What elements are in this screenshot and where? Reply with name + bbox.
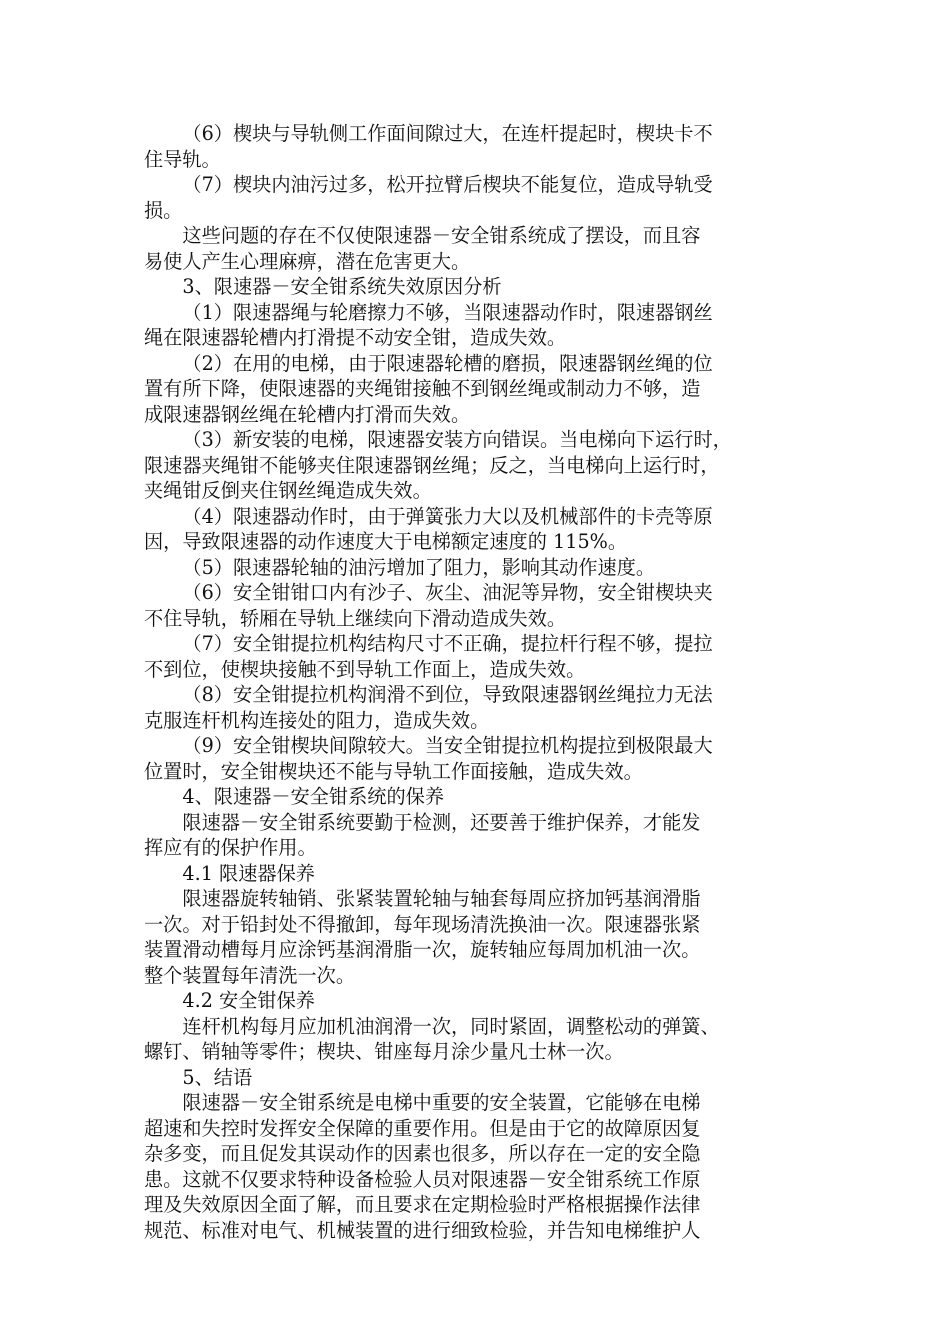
text-line: （9）安全钳楔块间隙较大。当安全钳提拉机构提拉到极限最大 <box>182 734 713 757</box>
paragraph <box>144 988 804 1014</box>
paragraph <box>144 274 804 300</box>
paragraph <box>144 223 804 274</box>
paragraph <box>144 555 804 581</box>
text-line: 连杆机构每月应加机油润滑一次，同时紧固，调整松动的弹簧、 <box>182 1014 720 1038</box>
text-line: （6）楔块与导轨侧工作面间隙过大，在连杆提起时，楔块卡不 <box>182 122 713 145</box>
text-line: 挥应有的保护作用。 <box>144 836 317 859</box>
text-line: 夹绳钳反倒夹住钢丝绳造成失效。 <box>144 479 432 502</box>
paragraph <box>144 682 804 733</box>
text-line: 4.1 限速器保养 <box>182 861 315 885</box>
paragraph <box>144 300 804 351</box>
text-line: 成限速器钢丝绳在轮槽内打滑而失效。 <box>144 402 471 426</box>
text-line: 限速器旋转轴销、张紧装置轮轴与轴套每周应挤加钙基润滑脂 <box>182 887 701 910</box>
text-line: 限速器－安全钳系统要勤于检测，还要善于维护保养，才能发 <box>182 810 701 834</box>
text-line: 4、限速器－安全钳系统的保养 <box>182 785 445 808</box>
text-line: 易使人产生心理麻痹，潜在危害更大。 <box>144 249 471 273</box>
text-line: 规范、标准对电气、机械装置的进行细致检验，并告知电梯维护人 <box>144 1218 701 1242</box>
paragraph <box>144 784 804 810</box>
text-line: 限速器－安全钳系统是电梯中重要的安全装置，它能够在电梯 <box>182 1091 701 1114</box>
text-line: 一次。对于铅封处不得撤卸，每年现场清洗换油一次。限速器张紧 <box>144 912 701 936</box>
text-line: （1）限速器绳与轮磨擦力不够，当限速器动作时，限速器钢丝 <box>182 300 713 324</box>
text-line: （8）安全钳提拉机构润滑不到位，导致限速器钢丝绳拉力无法 <box>182 683 713 706</box>
text-line: 装置滑动槽每月应涂钙基润滑脂一次，旋转轴应每周加机油一次。 <box>144 938 701 961</box>
text-line: 损。 <box>144 198 183 222</box>
text-line: （6）安全钳钳口内有沙子、灰尘、油泥等异物，安全钳楔块夹 <box>182 581 713 604</box>
paragraph <box>144 810 804 861</box>
text-line: 螺钉、销轴等零件；楔块、钳座每月涂少量凡士林一次。 <box>144 1040 624 1063</box>
text-line: （4）限速器动作时，由于弹簧张力大以及机械部件的卡壳等原 <box>182 504 713 528</box>
text-line: （7）安全钳提拉机构结构尺寸不正确，提拉杆行程不够，提拉 <box>182 632 713 655</box>
paragraph <box>144 1090 804 1243</box>
text-line: 5、结语 <box>182 1065 253 1089</box>
text-line: 不住导轨，轿厢在导轨上继续向下滑动造成失效。 <box>144 606 567 630</box>
text-line: 患。这就不仅要求特种设备检验人员对限速器－安全钳系统工作原 <box>144 1167 701 1191</box>
text-line: 超速和失控时发挥安全保障的重要作用。但是由于它的故障原因复 <box>144 1116 701 1140</box>
paragraph <box>144 861 804 887</box>
text-line: 因，导致限速器的动作速度大于电梯额定速度的 115%。 <box>144 530 628 553</box>
document-page <box>144 121 804 1243</box>
paragraph <box>144 121 804 172</box>
paragraph <box>144 1014 804 1065</box>
text-line: 整个装置每年清洗一次。 <box>144 963 356 987</box>
paragraph <box>144 427 804 504</box>
text-line: 不到位，使楔块接触不到导轨工作面上，造成失效。 <box>144 657 586 681</box>
text-line: （2）在用的电梯，由于限速器轮槽的磨损，限速器钢丝绳的位 <box>182 351 713 375</box>
paragraph <box>144 580 804 631</box>
text-line: 绳在限速器轮槽内打滑提不动安全钳，造成失效。 <box>144 326 567 349</box>
text-line: 3、限速器－安全钳系统失效原因分析 <box>182 275 502 298</box>
paragraph <box>144 351 804 428</box>
text-line: 理及失效原因全面了解，而且要求在定期检验时严格根据操作法律 <box>144 1193 701 1216</box>
text-line: 这些问题的存在不仅使限速器－安全钳系统成了摆设，而且容 <box>182 224 701 247</box>
text-line: （5）限速器轮轴的油污增加了阻力，影响其动作速度。 <box>182 555 656 579</box>
paragraph <box>144 172 804 223</box>
paragraph <box>144 1065 804 1091</box>
text-line: （3）新安装的电梯，限速器安装方向错误。当电梯向下运行时， <box>182 428 732 451</box>
text-line: （7）楔块内油污过多，松开拉臂后楔块不能复位，造成导轨受 <box>182 173 713 196</box>
text-line: 4.2 安全钳保养 <box>182 989 315 1012</box>
text-line: 位置时，安全钳楔块还不能与导轨工作面接触，造成失效。 <box>144 759 643 783</box>
text-line: 住导轨。 <box>144 147 221 171</box>
paragraph <box>144 886 804 988</box>
text-line: 杂多变，而且促发其误动作的因素也很多，所以存在一定的安全隐 <box>144 1142 701 1165</box>
text-line: 克服连杆机构连接处的阻力，造成失效。 <box>144 708 490 732</box>
paragraph <box>144 733 804 784</box>
paragraph <box>144 631 804 682</box>
text-line: 限速器夹绳钳不能够夹住限速器钢丝绳；反之，当电梯向上运行时， <box>144 453 720 477</box>
paragraph <box>144 504 804 555</box>
text-line: 置有所下降，使限速器的夹绳钳接触不到钢丝绳或制动力不够，造 <box>144 377 701 400</box>
